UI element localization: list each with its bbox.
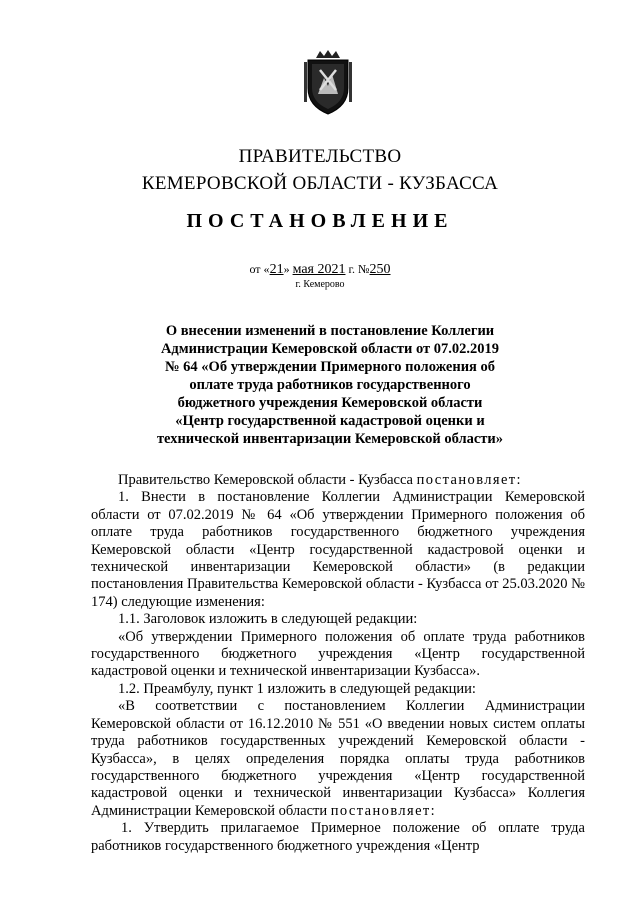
document-body: [91, 472, 585, 855]
intro-paragraph: Правительство Кемеровской области - Кузбасса постановляет:: [118, 472, 522, 488]
paragraph-1-3: 1. Утвердить прилагаемое Примерное положение об оплате труда работников государственного бюджетного учреждения «Центр: [91, 820, 585, 854]
paragraph-1-2: 1.2. Преамбулу, пункт 1 изложить в следующей редакции:: [118, 680, 476, 697]
coat-of-arms-icon: [300, 48, 356, 116]
government-name: ПРАВИТЕЛЬСТВО: [238, 146, 402, 167]
city: г. Кемерово: [295, 279, 345, 290]
document-title: О внесении изменений в постановление Коллегии Администрации Кемеровской области от 07.02.2019 № 64 «Об утверждении Примерного положения об оплате труда работников государственного бюджетного учреждения Кемеровской области «Центр государственной кадастровой оценки и технической инвентаризации Кемеровской области»: [156, 323, 504, 447]
date-line: от «21» мая 2021 г. №250: [249, 262, 391, 277]
paragraph-1: 1. Внести в постановление Коллегии Администрации Кемеровской области от 07.02.2019 № 64 «Об утверждении Примерного положения об оплате труда работников государственного бюджетного учреждения Кемеровской области «Центр государственной кадастровой оценки и технической инвентаризации Кемеровской области» (в редакции постановления Правительства Кемеровской области - Кузбасса от 25.03.2020 № 174) следующие изменения:: [91, 489, 585, 610]
document-number: 250: [369, 262, 391, 277]
document-type: ПОСТАНОВЛЕНИЕ: [186, 210, 454, 232]
paragraph-1-1: 1.1. Заголовок изложить в следующей редакции:: [118, 611, 418, 628]
paragraph-1-1-quote: «Об утверждении Примерного положения об оплате труда работников государственного бюджетного учреждения «Центр государственной кадастровой оценки и технической инвентаризации Кузбасса».: [91, 628, 585, 680]
paragraph-1-2-quote: «В соответствии с постановлением Коллегии Администрации Кемеровской области от 16.12.2010 № 551 «О введении новых систем оплаты труда работников государственных учреждений Кемеровской области - Кузбасса», в целях определения порядка оплаты труда работников государственного бюджетного учреждения «Центр государственной кадастровой оценки и технической инвентаризации Кузбасса» Коллегия Администрации Кемеровской области постановляет:: [91, 698, 585, 819]
date-day: 21: [269, 262, 284, 277]
date-month-year: мая 2021: [292, 262, 346, 277]
region-name: КЕМЕРОВСКОЙ ОБЛАСТИ - КУЗБАССА: [141, 173, 499, 194]
